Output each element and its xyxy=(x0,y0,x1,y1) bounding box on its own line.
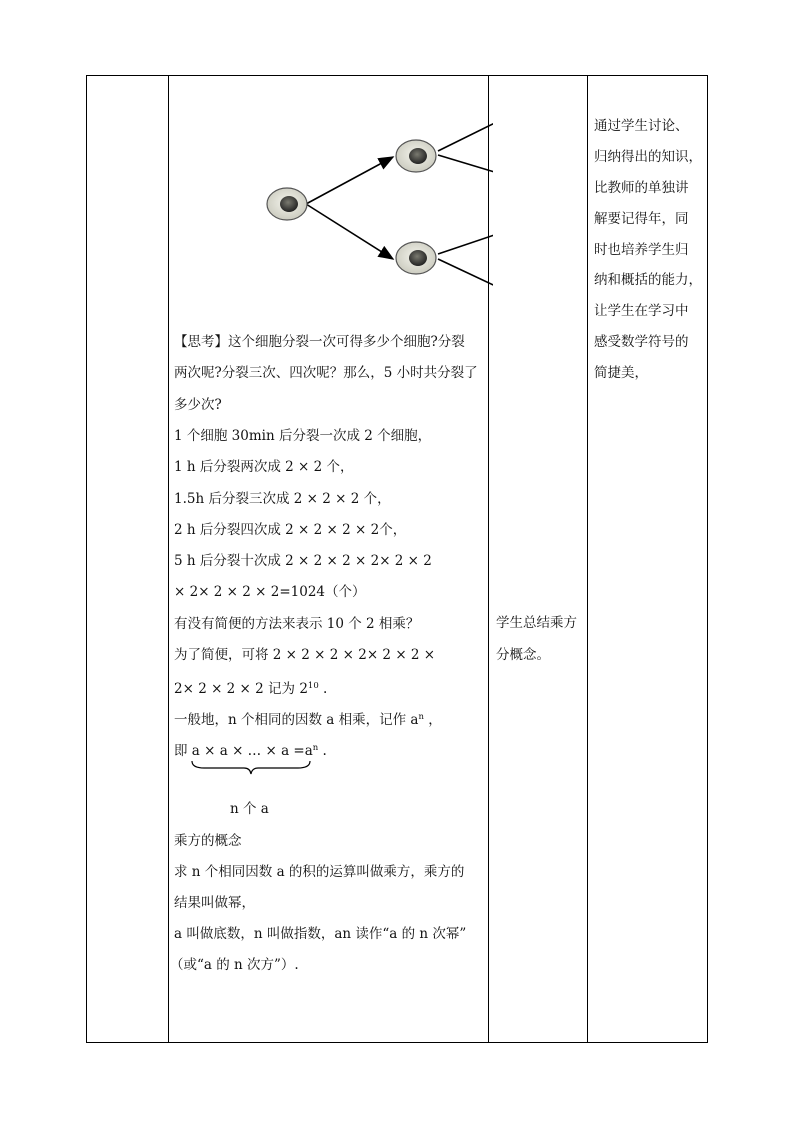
exponent: n xyxy=(312,743,319,753)
content-text: . xyxy=(318,743,327,759)
content-line: × 2× 2 × 2 × 2=1024（个） xyxy=(174,584,366,600)
underbrace-icon xyxy=(190,758,312,778)
teaching-content-text xyxy=(170,0,489,1123)
exponent: 10 xyxy=(307,681,319,691)
intent-text: 归纳得出的知识， xyxy=(594,149,702,165)
brace-label: n 个 a xyxy=(230,801,269,817)
content-line: 有没有简便的方法来表示 10 个 2 相乘？ xyxy=(174,616,420,632)
content-text: ， xyxy=(423,712,442,728)
content-text: 即 a × a × … × a =a xyxy=(174,743,313,759)
intent-text: 时也培养学生归 xyxy=(594,242,689,258)
student-text: 分概念。 xyxy=(496,647,550,663)
content-text: 一般地，n 个相同的因数 a 相乘，记作 a xyxy=(174,712,419,728)
content-line: 1 h 后分裂两次成 2 × 2 个， xyxy=(174,459,354,475)
intent-text: 比教师的单独讲 xyxy=(594,180,689,196)
content-line: 2 h 后分裂四次成 2 × 2 × 2 × 2个， xyxy=(174,522,407,538)
student-activity-column xyxy=(490,0,586,1123)
content-line: 求 n 个相同因数 a 的积的运算叫做乘方，乘方的 xyxy=(174,864,465,880)
student-text: 学生总结乘方 xyxy=(496,615,577,631)
design-intent-column xyxy=(588,0,706,1123)
intent-text: 通过学生讨论、 xyxy=(594,118,689,134)
intent-text: 纳和概括的能力， xyxy=(594,272,702,288)
intent-text: 感受数学符号的 xyxy=(594,334,689,350)
think-prompt-3: 多少次? xyxy=(174,397,222,413)
content-line: a 叫做底数，n 叫做指数，an 读作“a 的 n 次幂” xyxy=(174,926,467,942)
exponent: n xyxy=(418,712,424,722)
content-line xyxy=(174,739,327,760)
content-line xyxy=(174,677,327,698)
content-line: 结果叫做幂， xyxy=(174,895,255,911)
think-prompt: 【思考】这个细胞分裂一次可得多少个细胞?分裂 xyxy=(174,334,465,350)
content-line: （或“a 的 n 次方”）. xyxy=(170,957,299,973)
content-text: 2× 2 × 2 × 2 记为 2 xyxy=(174,681,308,697)
content-line xyxy=(174,708,442,729)
content-line: 1 个细胞 30min 后分裂一次成 2 个细胞， xyxy=(174,428,432,444)
think-prompt-2: 两次呢?分裂三次、四次呢？那么，5 小时共分裂了 xyxy=(174,365,478,381)
intent-text: 解要记得年，同 xyxy=(594,211,689,227)
content-text: . xyxy=(318,681,328,697)
column-divider xyxy=(168,76,169,1042)
section-heading: 乘方的概念 xyxy=(174,833,242,849)
content-line: 为了简便，可将 2 × 2 × 2 × 2× 2 × 2 × xyxy=(174,647,436,663)
content-line: 5 h 后分裂十次成 2 × 2 × 2 × 2× 2 × 2 xyxy=(174,553,432,569)
intent-text: 简捷美， xyxy=(594,365,648,381)
content-line: 1.5h 后分裂三次成 2 × 2 × 2 个， xyxy=(174,491,391,507)
intent-text: 让学生在学习中 xyxy=(594,303,689,319)
